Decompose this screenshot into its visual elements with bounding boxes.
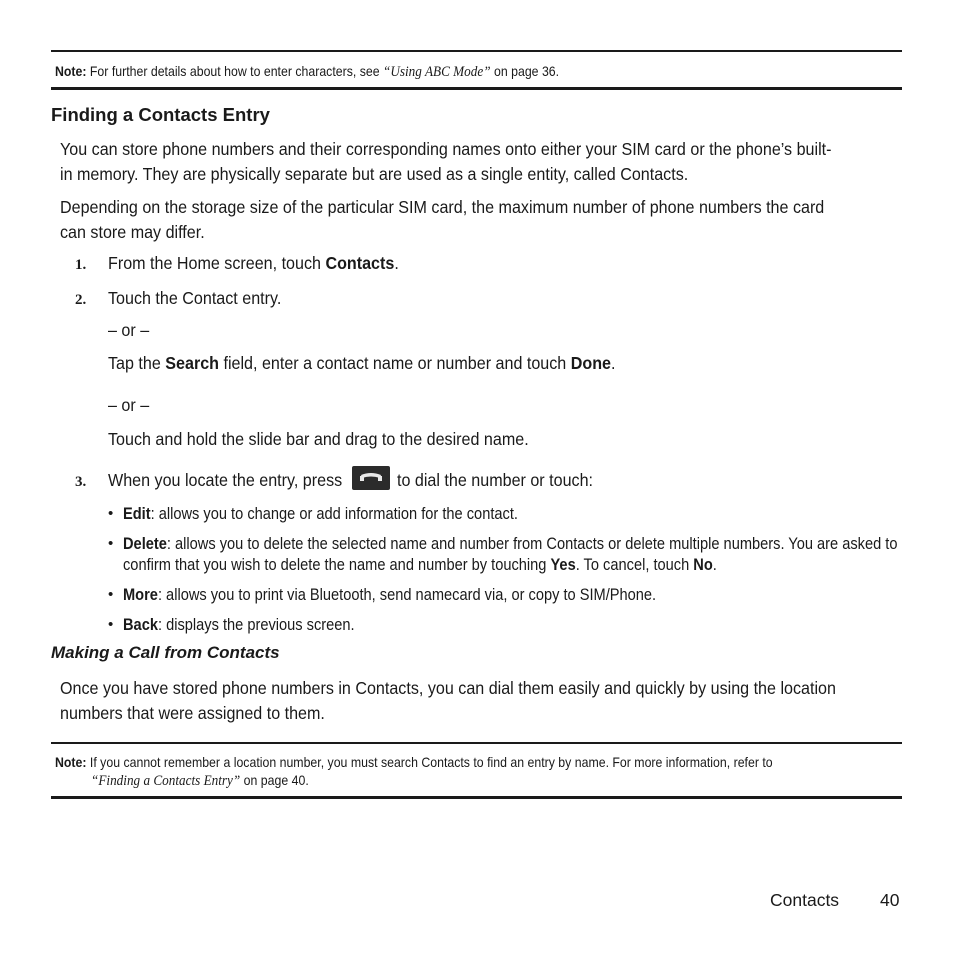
alt-search-text <box>108 352 615 374</box>
step-number: 3. <box>75 474 87 490</box>
search-term: Search <box>165 353 220 373</box>
delete-desc-3: . <box>712 555 717 574</box>
alt-slide-text: Touch and hold the slide bar and drag to the desired name. <box>108 429 529 449</box>
bullet-dot: • <box>108 535 114 552</box>
delete-desc-2: . To cancel, touch <box>575 555 694 574</box>
more-desc: : allows you to print via Bluetooth, send namecard via, or copy to SIM/Phone. <box>157 585 657 604</box>
bullet-edit <box>123 503 906 524</box>
note-top-box <box>51 50 902 90</box>
bullet-dot: • <box>108 586 114 603</box>
alt1-pre: Tap the <box>108 353 166 373</box>
handset-icon <box>352 466 390 490</box>
note-text-after: on page 36. <box>490 63 560 79</box>
edit-desc: : allows you to change or add information for the contact. <box>150 504 518 523</box>
subsection-paragraph: Once you have stored phone numbers in Contacts, you can dial them easily and quickly by using the location numbers that were assigned to them. <box>60 678 836 723</box>
section-title: Finding a Contacts Entry <box>51 104 270 125</box>
storage-paragraph: Depending on the storage size of the particular SIM card, the maximum number of phone numbers the card can store may differ. <box>60 197 825 242</box>
bullet-more <box>123 584 906 605</box>
note-bottom-line1 <box>55 753 773 771</box>
edit-term: Edit <box>123 504 151 523</box>
bullet-back <box>123 614 906 635</box>
alt1-post: . <box>610 353 616 373</box>
alt1-mid: field, enter a contact name or number and touch <box>219 353 571 373</box>
step-number: 2. <box>75 292 87 308</box>
step-1-post: . <box>394 253 399 273</box>
bullet-dot: • <box>108 505 114 522</box>
note-text-before: For further details about how to enter characters, see <box>86 63 384 79</box>
note-reference: “Using ABC Mode” <box>383 64 491 80</box>
intro-paragraph: You can store phone numbers and their corresponding names onto either your SIM card or the phone’s built-in memory. They are physically separate but are used as a single entity, called Contacts. <box>60 139 832 184</box>
back-desc: : displays the previous screen. <box>157 615 355 634</box>
page-number: 40 <box>880 890 900 910</box>
delete-desc: : allows you to delete the selected name and number from Contacts or delete multiple numbers. You are asked to confirm that you wish to delete the name and number by touching <box>123 534 898 574</box>
contacts-term: Contacts <box>325 253 395 273</box>
note-reference: “Finding a Contacts Entry” <box>91 773 241 789</box>
note-bottom-box <box>51 742 902 799</box>
bullet-dot: • <box>108 616 114 633</box>
note-top-text <box>55 62 559 81</box>
back-term: Back <box>123 615 158 634</box>
bullet-delete <box>123 533 906 575</box>
or-separator: – or – <box>108 320 150 340</box>
note-bottom-line2 <box>91 771 309 790</box>
footer-section: Contacts <box>770 890 840 910</box>
phone-send-key-icon <box>352 466 390 490</box>
step-1-pre: From the Home screen, touch <box>108 253 326 273</box>
step-3-pre: When you locate the entry, press <box>108 470 343 490</box>
or-separator: – or – <box>108 395 150 415</box>
step-number: 1. <box>75 257 87 273</box>
subsection-title: Making a Call from Contacts <box>51 643 280 662</box>
step-2-text: Touch the Contact entry. <box>108 288 282 308</box>
no-term: No <box>693 555 713 574</box>
note-bottom-after: on page 40. <box>240 772 309 788</box>
note-bottom-text: If you cannot remember a location number, you must search Contacts to find an entry by name. For more information, refer to <box>86 754 773 770</box>
more-term: More <box>123 585 158 604</box>
step-1-text <box>108 252 399 274</box>
done-term: Done <box>570 353 611 373</box>
step-3-post: to dial the number or touch: <box>397 470 594 490</box>
note-label: Note: <box>55 754 87 770</box>
delete-term: Delete <box>123 534 167 553</box>
yes-term: Yes <box>550 555 576 574</box>
note-label: Note: <box>55 63 87 79</box>
